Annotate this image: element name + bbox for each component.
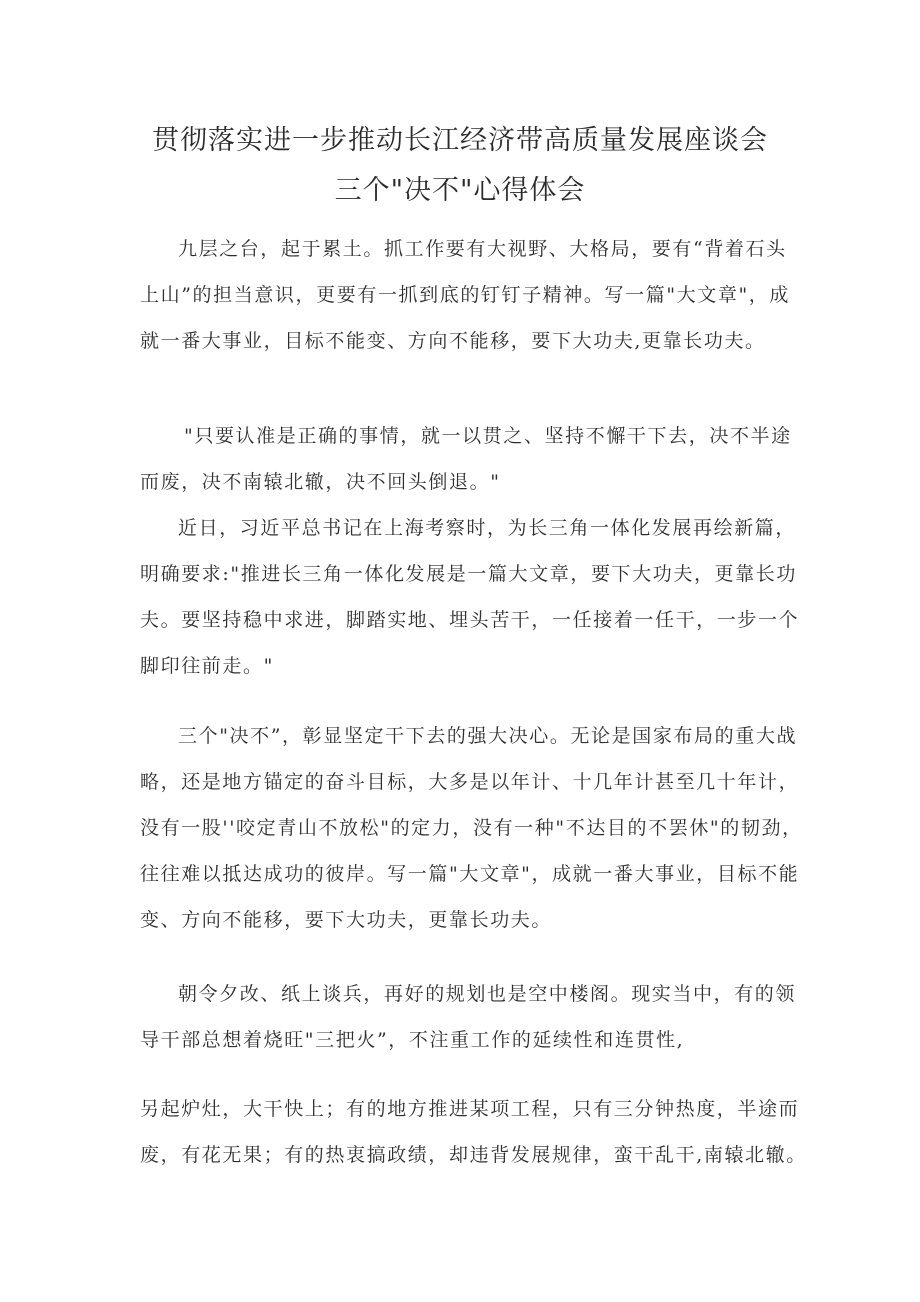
- paragraph-line: 废，有花无果；有的热衷搞政绩，却违背发展规律，蛮干乱干,南辕北辙。: [140, 1144, 807, 1166]
- paragraph-line: 九层之台，起于累土。抓工作要有大视野、大格局，要有“背着石头: [178, 238, 787, 260]
- paragraph-line: 脚印往前走。": [140, 655, 274, 677]
- paragraph-5: [140, 971, 800, 1063]
- document-title-line-1: 贯彻落实进一步推动长江经济带高质量发展座谈会: [152, 125, 768, 156]
- paragraph-3: [140, 505, 800, 689]
- paragraph-line: "只要认准是正确的事情，就一以贯之、坚持不懈干下去，决不半途: [184, 425, 792, 447]
- paragraph-line: 另起炉灶，大干快上；有的地方推进某项工程，只有三分钟热度，半途而: [140, 1098, 800, 1120]
- paragraph-6: [140, 1086, 807, 1178]
- paragraph-line: 明确要求:"推进长三角一体化发展是一篇大文章，要下大功夫，更靠长功: [140, 563, 797, 585]
- paragraph-line: 导干部总想着烧旺"三把火”，不注重工作的延续性和连贯性,: [140, 1029, 685, 1051]
- paragraph-line: 没有一股''咬定青山不放松"的定力，没有一种"不达目的不罢休"的韧劲，: [140, 817, 803, 839]
- paragraph-line: 朝令夕改、纸上谈兵，再好的规划也是空中楼阁。现实当中，有的领: [178, 983, 797, 1005]
- paragraph-line: 而废，决不南辕北辙，决不回头倒退。": [140, 471, 501, 493]
- document-title-line-2: 三个"决不"心得体会: [334, 175, 586, 206]
- paragraph-line: 略，还是地方锚定的奋斗目标，大多是以年计、十几年计甚至几十年计，: [140, 771, 800, 793]
- paragraph-2: [140, 413, 800, 505]
- paragraph-4: [140, 713, 803, 943]
- paragraph-line: 就一番大事业，目标不能变、方向不能移，要下大功夫,更靠长功夫。: [140, 330, 766, 352]
- paragraph-line: 变、方向不能移，要下大功夫，更靠长功夫。: [140, 909, 553, 931]
- paragraph-line: 往往难以抵达成功的彼岸。写一篇"大文章"，成就一番大事业，目标不能: [140, 863, 800, 885]
- paragraph-line: 上山”的担当意识，更要有一抓到底的钉钉子精神。写一篇"大文章"，成: [140, 284, 790, 306]
- paragraph-line: 三个"决不”，彰显坚定干下去的强大决心。无论是国家布局的重大战: [178, 725, 798, 747]
- paragraph-1: [140, 226, 800, 364]
- paragraph-line: 夫。要坚持稳中求进，脚踏实地、埋头苦干，一任接着一任干，一步一个: [140, 609, 800, 631]
- paragraph-line: 近日，习近平总书记在上海考察时，为长三角一体化发展再绘新篇，: [178, 517, 797, 539]
